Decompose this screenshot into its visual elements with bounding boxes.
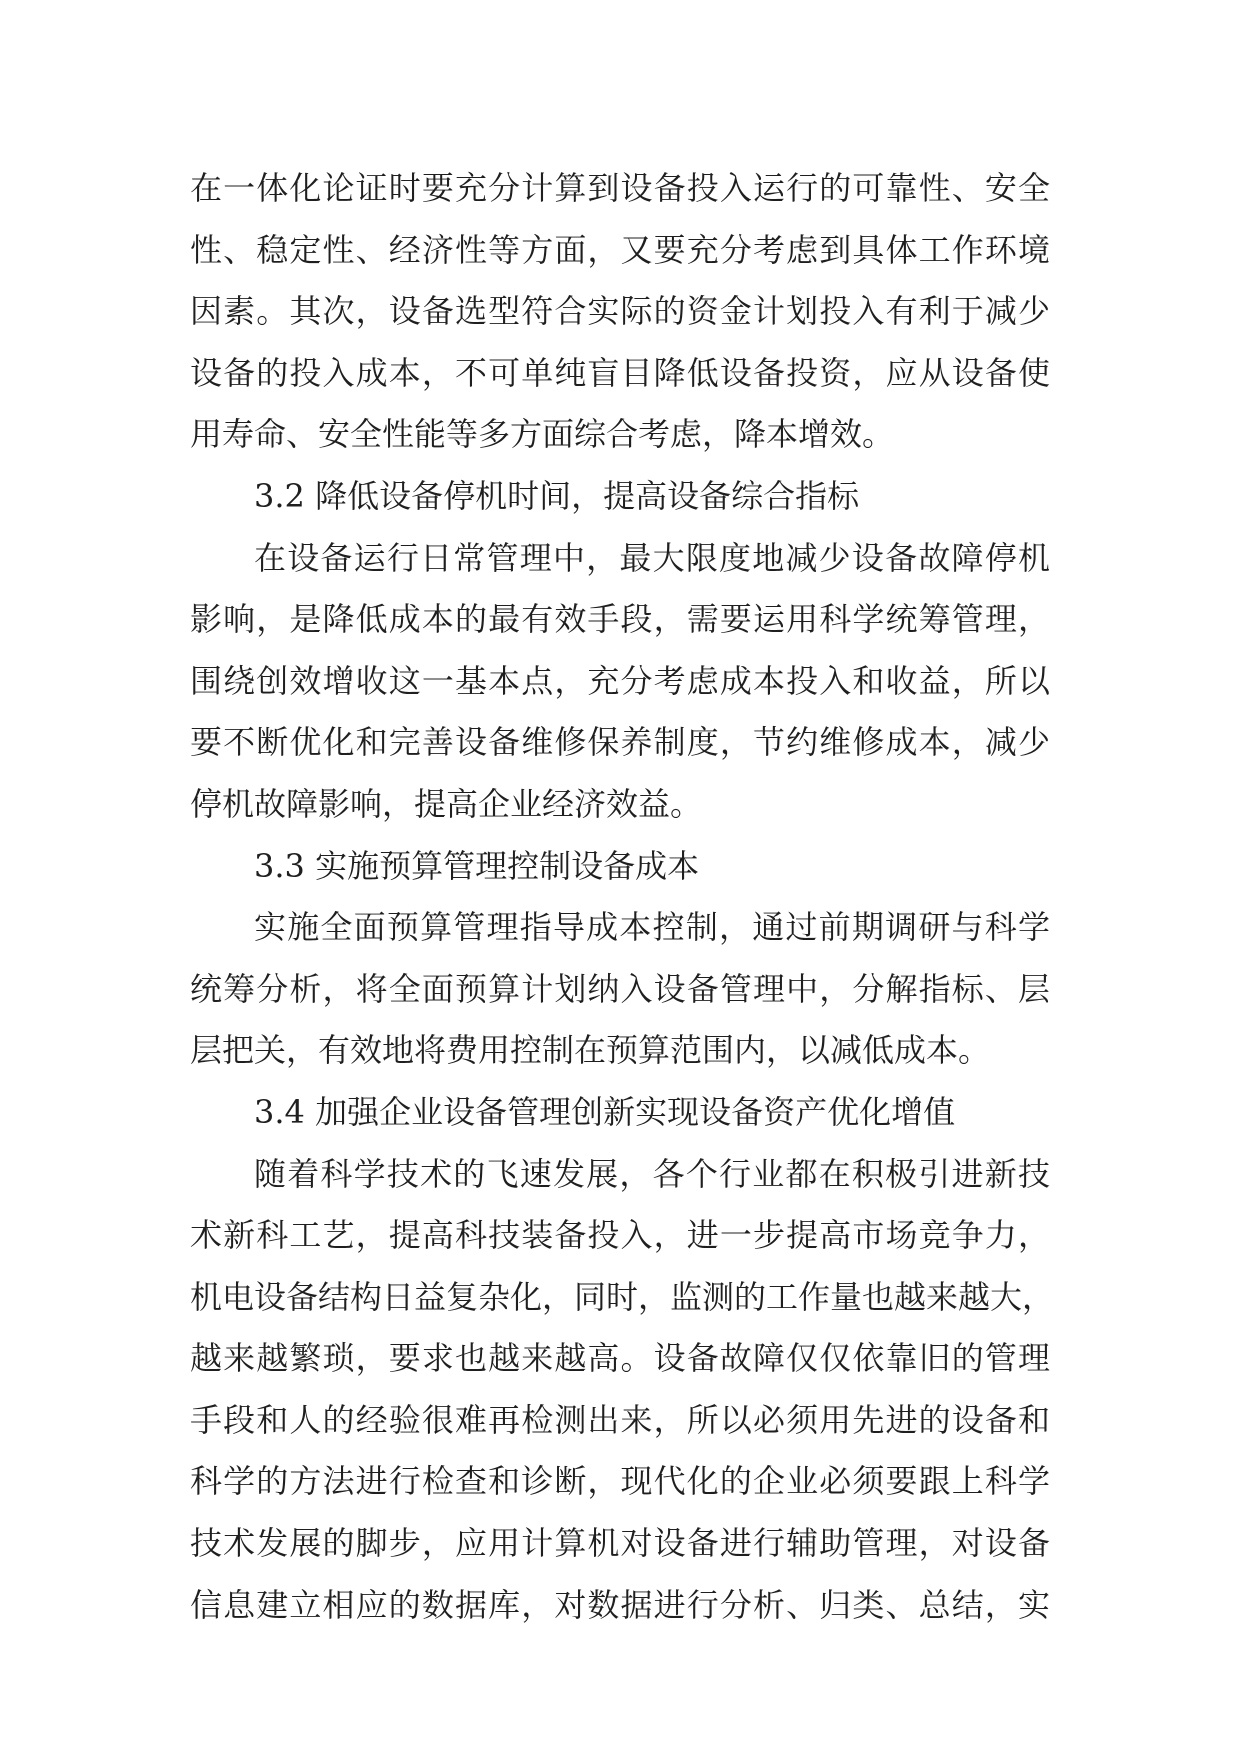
text-line: 信息建立相应的数据库，对数据进行分析、归类、总结，实 xyxy=(190,1585,1050,1624)
text-line: 机电设备结构日益复杂化，同时，监测的工作量也越来越大， xyxy=(190,1277,1055,1316)
section-heading-3-3: 3.3 实施预算管理控制设备成本 xyxy=(254,846,700,885)
section-heading-3-4: 3.4 加强企业设备管理创新实现设备资产优化增值 xyxy=(254,1092,956,1131)
text-line: 设备的投入成本，不可单纯盲目降低设备投资，应从设备使 xyxy=(190,353,1050,392)
text-line: 影响，是降低成本的最有效手段，需要运用科学统筹管理， xyxy=(190,600,1050,639)
text-line: 性、稳定性、经济性等方面，又要充分考虑到具体工作环境 xyxy=(190,230,1050,269)
text-line: 科学的方法进行检查和诊断，现代化的企业必须要跟上科学 xyxy=(190,1462,1050,1501)
text-line: 在设备运行日常管理中，最大限度地减少设备故障停机 xyxy=(254,538,1050,577)
text-line: 实施全面预算管理指导成本控制，通过前期调研与科学 xyxy=(254,908,1050,947)
text-line: 越来越繁琐，要求也越来越高。设备故障仅仅依靠旧的管理 xyxy=(190,1339,1050,1378)
text-line: 技术发展的脚步，应用计算机对设备进行辅助管理，对设备 xyxy=(190,1524,1050,1563)
text-line: 用寿命、安全性能等多方面综合考虑，降本增效。 xyxy=(190,415,895,454)
text-line: 随着科学技术的飞速发展，各个行业都在积极引进新技 xyxy=(254,1154,1050,1193)
text-line: 围绕创效增收这一基本点，充分考虑成本投入和收益，所以 xyxy=(190,661,1050,700)
text-line: 层把关，有效地将费用控制在预算范围内，以减低成本。 xyxy=(190,1031,991,1070)
text-line: 术新科工艺，提高科技装备投入，进一步提高市场竞争力， xyxy=(190,1216,1050,1255)
text-line: 统筹分析，将全面预算计划纳入设备管理中，分解指标、层 xyxy=(190,969,1050,1008)
text-line: 停机故障影响，提高企业经济效益。 xyxy=(190,784,703,823)
section-heading-3-2: 3.2 降低设备停机时间，提高设备综合指标 xyxy=(254,476,860,515)
document-body xyxy=(190,158,1055,1636)
text-line: 手段和人的经验很难再检测出来，所以必须用先进的设备和 xyxy=(190,1400,1050,1439)
text-line: 要不断优化和完善设备维修保养制度，节约维修成本，减少 xyxy=(190,723,1050,762)
text-line: 因素。其次，设备选型符合实际的资金计划投入有利于减少 xyxy=(190,292,1050,331)
text-line: 在一体化论证时要充分计算到设备投入运行的可靠性、安全 xyxy=(190,169,1050,207)
